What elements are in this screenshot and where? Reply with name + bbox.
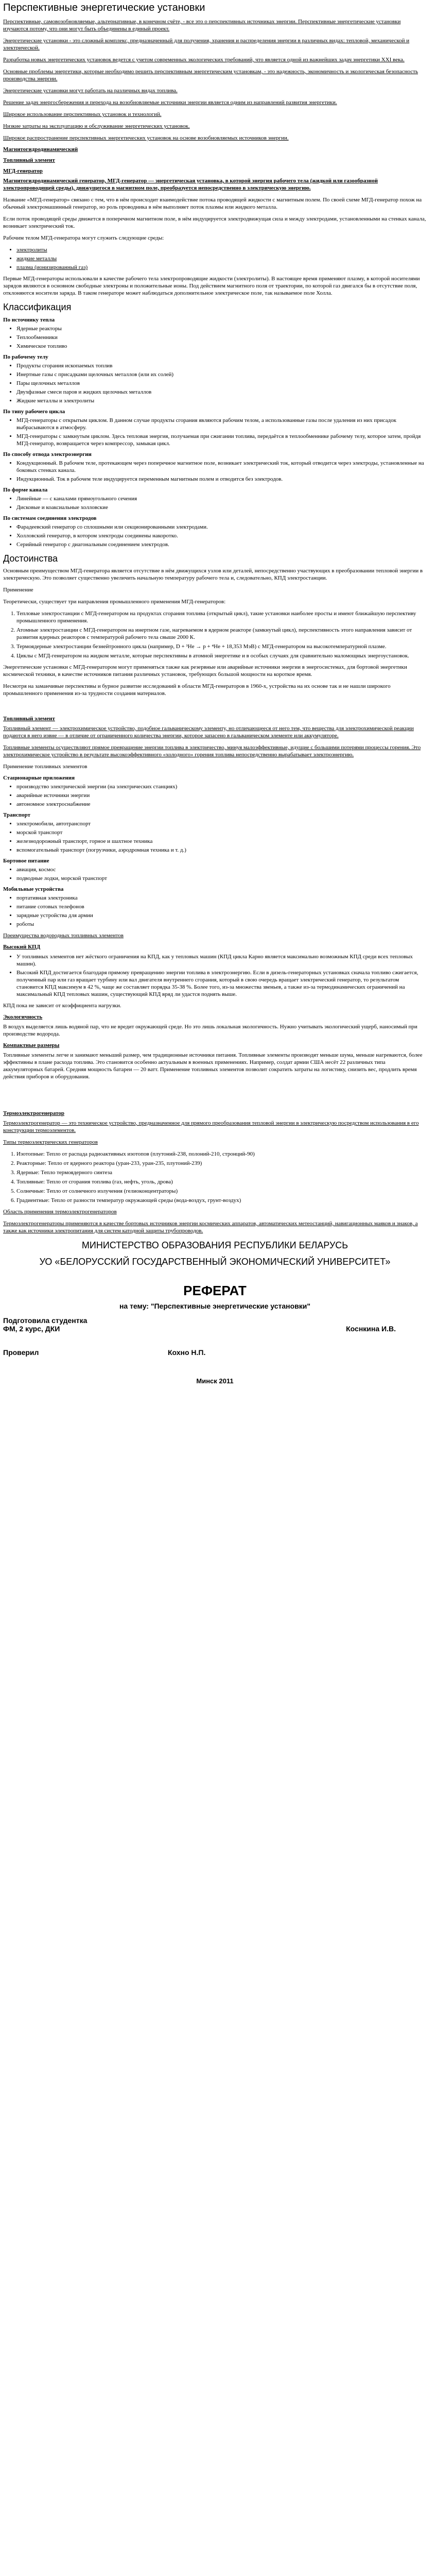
subsection-heading: Компактные размеры	[3, 1042, 60, 1048]
cover-page	[3, 1240, 427, 1385]
link[interactable]: электролиты	[16, 247, 47, 253]
group-title: По системам соединения электродов	[3, 515, 97, 521]
paragraph: КПД пока не зависит от коэффициента нагрузки.	[3, 1003, 121, 1009]
list-item: • Серийный генератор с диагональным соединением электродов.	[16, 541, 427, 548]
list-item: 3. Ядерные: Тепло термоядерного синтеза	[16, 1169, 427, 1176]
list-item: • морской транспорт	[16, 829, 427, 836]
section-heading: Топливный элемент	[3, 157, 55, 163]
list-item	[16, 264, 427, 271]
kpd-list	[3, 953, 427, 998]
applications-list	[3, 610, 427, 659]
group-title: Бортовое питание	[3, 858, 49, 864]
list-item: • роботы	[16, 921, 427, 928]
section-heading: Достоинства	[3, 553, 58, 564]
checked-label: Проверил	[3, 1348, 39, 1357]
thermo-types-list	[3, 1150, 427, 1204]
paragraph: Основным преимуществом МГД-генератора является отсутствие в нём движущихся узлов или деталей, непосредственно участвующих в преобразовании тепловой энергии в электрическую. Это позволяет существенно увеличить начальную температуру рабочего тела и, следовательно, КПД электростанции.	[3, 568, 423, 581]
list-item: • Линейные — с каналами прямоугольного сечения	[16, 495, 427, 502]
list-item: • Теплообменники	[16, 334, 427, 341]
link[interactable]: плазма (ионизированный газ)	[16, 264, 88, 270]
university-name: УО «БЕЛОРУССКИЙ ГОСУДАРСТВЕННЫЙ ЭКОНОМИЧЕСКИЙ УНИВЕРСИТЕТ»	[39, 1257, 391, 1267]
list-item: • Индукционный. Ток в рабочем теле индуцируется переменным магнитным полем и отводится без электродов.	[16, 476, 427, 483]
list-item: 2. Атомные электростанции с МГД-генератором на инертном газе, нагреваемом в ядерном реакторе (замкнутый цикл), перспективность этого направления зависит от развития ядерных реакторов с температурой рабочего тела свыше 2000 К.	[16, 626, 427, 641]
group-list	[3, 820, 427, 854]
intro-paragraph: Решение задач энергосбережения и перехода на возобновляемые источники энергии является одним из направлений развития энергетики.	[3, 99, 337, 106]
paragraph: Теоретически, существует три направления промышленного применения МГД-генераторов:	[3, 599, 226, 605]
list-item: • производство электрической энергии (на электрических станциях)	[16, 783, 427, 790]
document-title: Перспективные энергетические установки	[3, 2, 205, 13]
list-item: • питание сотовых телефонов	[16, 903, 427, 910]
paragraph: Применение	[3, 587, 33, 593]
list-item: • Пары щелочных металлов	[16, 380, 427, 387]
paragraph: Применение топливных элементов	[3, 764, 88, 770]
list-item: • авиация, космос	[16, 866, 427, 873]
paragraph: В воздух выделяется лишь водяной пар, что не вредит окружающей среде. Но это лишь локальная экологичность. Нужно учитывать экологический ущерб, наносимый при производстве водорода.	[3, 1024, 417, 1037]
subsection-heading: Типы термоэлектрических генераторов	[3, 1139, 98, 1145]
section-heading: Магнитогидродинамический	[3, 146, 78, 152]
list-item: 1. Изотопные: Тепло от распада радиоактивных изотопов (плутоний-238, полоний-210, стронций-90)	[16, 1150, 427, 1158]
list-item: 2. Реакторные: Тепло от ядерного реактора (уран-233, уран-235, плутоний-239)	[16, 1160, 427, 1167]
group-title: По рабочему телу	[3, 354, 48, 360]
student-group: ФМ, 2 курс, ДКИ	[3, 1325, 60, 1333]
list-item: • Двухфазные смеси паров и жидких щелочных металлов	[16, 388, 427, 396]
list-item: • автономное электроснабжение	[16, 801, 427, 808]
intro-paragraph: Широкое распространение перспективных энергетических установок на основе возобновляемых источников энергии.	[3, 135, 289, 141]
list-item: 5. Солнечные: Тепло от солнечного излучения (гелиоконцентраторы)	[16, 1188, 427, 1195]
list-item: • Химическое топливо	[16, 343, 427, 350]
list-item: • Высокий КПД достигается благодаря прямому превращению энергии топлива в электроэнергию. Если в дизель-генераторных установках сначала топливо сжигается, полученный пар или газ вращает турбину или вал двигателя внутреннего сгорания, который в свою очередь вращает электрический генератор, то результатом становится КПД максимум в 42 %, чаще же составляет порядка 35-38 %. Более того, из-за множества звеньев, а также из-за термодинамических ограничений на максимальный КПД тепловых машин, существующий КПД вряд ли удастся поднять выше.	[16, 969, 427, 998]
subsection-heading: Область применения термоэлектрогенераторов	[3, 1209, 117, 1215]
group-list	[3, 460, 427, 483]
group-title: Мобильные устройства	[3, 886, 64, 892]
intro-paragraph: Перспективные, самовозобновляемые, альтернативные, в конечном счёте, - все это о перспективных источниках энергии. Перспективные энергетические установки изучаются потому, что они могут быть объединены в единый проект.	[3, 19, 401, 32]
advantages-section	[3, 553, 427, 697]
ministry-name: МИНИСТЕРСТВО ОБРАЗОВАНИЯ РЕСПУБЛИКИ БЕЛАРУСЬ	[81, 1240, 348, 1250]
mgd-definition: Магнитогидродинамический генератор, МГД-генератор — энергетическая установка, в которой энергия рабочего тела (жидкой или газообразной электропроводящей среды), движущегося в магнитном поле, преобразуется непосредственно в электрическую энергию.	[3, 178, 378, 191]
intro-paragraph: Энергетические установки - это сложный комплекс, предназначенный для получения, хранения и распределения энергии в различных видах: тепловой, механической и электрической.	[3, 38, 410, 51]
section-subheading: МГД-генератор	[3, 168, 43, 174]
intro-paragraph: Основные проблемы энергетики, которые необходимо решить перспективным энергетическим установкам, - это надежность, экономичность и экологическая безопасность производства энергии.	[3, 69, 418, 82]
paragraph: Топливные элементы легче и занимают меньший размер, чем традиционные источники питания. Топливные элементы производят меньше шума, меньше нагреваются, более эффективны в плане расхода топлива. Это становится особенно актуальным в военных применениях. Например, солдат армии США несёт 22 различных типа аккумуляторных батарей. Средняя мощность батареи — 20 ватт. Применение топливных элементов позволит сократить затраты на логистику, снизить вес, продлить время действия приборов и оборудования.	[3, 1052, 423, 1080]
list-item: • Холловский генератор, в котором электроды соединены накоротко.	[16, 532, 427, 539]
classification-section	[3, 302, 427, 548]
group-title: По типу рабочего цикла	[3, 409, 65, 415]
document-type: РЕФЕРАТ	[183, 1283, 247, 1298]
list-item	[16, 246, 427, 253]
group-title: Транспорт	[3, 812, 30, 818]
section-heading: Классификация	[3, 302, 72, 312]
paragraph: Термоэлектрогенераторы применяются в качестве бортовых источников энергии космических аппаратов, автоматических метеостанций, навигационных маяков и знаков, а также как источники электропитания для систем катодной защиты трубопроводов.	[3, 1221, 418, 1234]
intro-paragraph: Энергетические установки могут работать на различных видах топлива.	[3, 88, 178, 94]
thermo-definition: Термоэлектрогенератор — это техническое устройство, предназначенное для прямого преобразования тепловой энергии в электрическую посредством использования в его конструкции термоэлементов.	[3, 1120, 419, 1133]
mgd-paragraph: Если поток проводящей среды движется в поперечном магнитном поле, в нём индуцируется электродвижущая сила и между электродами, установленными на стенках канала, возникает электрический ток.	[3, 216, 426, 229]
intro-paragraph: Разработка новых энергетических установок ведется с учетом современных экологических требований, что является одной из важнейших задач энергетики XXI века.	[3, 57, 405, 63]
list-item: • Инертные газы с присадками щелочных металлов (или их солей)	[16, 371, 427, 378]
mgd-section	[3, 146, 427, 297]
intro-paragraph: Широкое использование перспективных установок и технологий.	[3, 111, 162, 117]
group-list	[3, 495, 427, 511]
student-row	[3, 1325, 427, 1333]
paragraph: Топливные элементы осуществляют прямое превращение энергии топлива в электричество, минуя малоэффективные, идущие с большими потерями процессы горения. Это электрохимическое устройство в результате высокоэффективного «холодного» горения топлива непосредственно вырабатывает электроэнергию.	[3, 744, 421, 758]
section-heading: Топливный элемент	[3, 716, 55, 722]
paragraph: Несмотря на заманчивые перспективы и бурное развитие исследований в области МГД-генераторов в 1960-х, устройства на их основе так и не нашли широкого промышленного применения из-за трудности создания материалов.	[3, 683, 391, 697]
intro-paragraph: Низкие затраты на эксплуатацию и обслуживание энергетических установок.	[3, 123, 190, 129]
group-list	[3, 783, 427, 808]
list-item: • Дисковые и коаксиальные холловские	[16, 504, 427, 511]
group-list	[3, 325, 427, 350]
list-item: 4. Топливные: Тепло от сгорания топлива (газ, нефть, уголь, дрова)	[16, 1178, 427, 1185]
list-item: • МГД-генераторы с открытым циклом. В данном случае продукты сгорания являются рабочим телом, а использованные газы после удаления из них присадок выбрасываются в атмосферу.	[16, 417, 427, 431]
city-year: Минск 2011	[196, 1377, 234, 1385]
subsection-heading: Высокий КПД	[3, 944, 41, 950]
teacher-name: Кохно Н.П.	[168, 1348, 206, 1357]
list-item: • У топливных элементов нет жёсткого ограничения на КПД, как у тепловых машин (КПД цикла Карно является максимально возможным КПД среди всех тепловых машин).	[16, 953, 427, 968]
list-item: 4. Циклы с МГД-генератором на жидком металле, которые перспективны в атомной энергетике и в особых случаях для сравнительно маломощных энергоустановок.	[16, 652, 427, 659]
mgd-paragraph: Рабочим телом МГД-генератора могут служить следующие среды:	[3, 235, 164, 241]
list-item: 3. Термоядерные электростанции безнейтронного цикла (например, D + ³He → p + ⁴He + 18,353 МэВ) с МГД-генератором на высокотемпературной плазме.	[16, 643, 427, 650]
group-list	[3, 866, 427, 882]
group-list	[3, 417, 427, 447]
paragraph: Энергетические установки с МГД-генератором могут применяться также как резервные или аварийные источники энергии в энергосистемах, для бортовой энергетики космической техники, в качестве источников питания различных установок, требующих большой мощности на короткое время.	[3, 664, 407, 677]
list-item: 6. Градиентные: Тепло от разности температур окружающей среды (вода-воздух, грунт-воздух)	[16, 1197, 427, 1204]
thermo-section	[3, 1110, 427, 1234]
list-item: • Кондукционный. В рабочем теле, протекающем через поперечное магнитное поле, возникает электрический ток, который отводится через электроды, установленные на боковых стенках канала.	[16, 460, 427, 474]
mgd-types-list	[3, 246, 427, 271]
intro-section	[3, 18, 427, 142]
mgd-paragraph: Первые МГД-генераторы использовали в качестве рабочего тела электропроводящие жидкости (электролиты). В настоящее время применяют плазму, в которой носителями зарядов являются в основном свободные электроны и положительные ионы. Под действием магнитного поля от траектории, по которой газ двигался бы в отсутствие поля, отклоняются носители заряда. В таком генераторе может наблюдаться дополнительное электрическое поле, так называемое поле Холла.	[3, 276, 420, 296]
fuel-definition: Топливный элемент — электрохимическое устройство, подобное гальваническому элементу, но отличающееся от него тем, что вещества для электрохимической реакции подаются в него извне — в отличие от ограниченного количества энергии, которое запасено в гальваническом элементе или аккумуляторе.	[3, 725, 414, 739]
list-item: • Жидкие металлы и электролиты	[16, 397, 427, 404]
list-item: • портативная электроника	[16, 894, 427, 902]
list-item: • подводные лодки, морской транспорт	[16, 875, 427, 882]
subsection-heading: Преимущества водородных топливных элементов	[3, 933, 124, 939]
document-page	[0, 2, 430, 1385]
teacher-row	[3, 1348, 427, 1357]
list-item	[16, 255, 427, 262]
group-title: Стационарные приложения	[3, 775, 75, 781]
list-item: • МГД-генераторы с замкнутым циклом. Здесь тепловая энергия, получаемая при сжигании топлива, передаётся в теплообменнике рабочему телу, которое затем, пройдя МГД-генератор, возвращается через компрессор, замыкая цикл.	[16, 433, 427, 447]
list-item: • вспомогательный транспорт (погрузчики, аэродромная техника и т. д.)	[16, 846, 427, 854]
list-item: • железнодорожный транспорт, горное и шахтное техника	[16, 838, 427, 845]
mgd-paragraph: Название «МГД-генератор» связано с тем, что в нём происходит взаимодействие потока проводящей жидкости с магнитным полем. По своей схеме МГД-генератор похож на обычный электромашинный генератор, но роль проводника в нём выполняет поток плазмы или жидкого металла.	[3, 197, 422, 210]
group-title: По способу отвода электроэнергии	[3, 451, 92, 457]
group-list	[3, 523, 427, 548]
list-item: • Продукты сгорания ископаемых топлив	[16, 362, 427, 369]
fuel-cell-section	[3, 716, 427, 1080]
student-name: Коснкина И.В.	[346, 1325, 396, 1333]
list-item: • Фарадеевский генератор со сплошными или секционированными электродами.	[16, 523, 427, 531]
list-item: • Ядерные реакторы	[16, 325, 427, 332]
prepared-label: Подготовила студентка	[3, 1316, 88, 1325]
group-title: По источнику тепла	[3, 317, 55, 323]
subsection-heading: Экологичность	[3, 1014, 43, 1020]
document-topic: на тему: "Перспективные энергетические установки"	[119, 1302, 311, 1310]
group-title: По форме канала	[3, 487, 48, 493]
list-item: • электромобили, автотранспорт	[16, 820, 427, 827]
section-heading: Термоэлектрогенератор	[3, 1110, 64, 1116]
group-list	[3, 362, 427, 404]
link[interactable]: жидкие металлы	[16, 256, 57, 262]
list-item: • зарядные устройства для армии	[16, 912, 427, 919]
group-list	[3, 894, 427, 928]
list-item: 1. Тепловые электростанции с МГД-генератором на продуктах сгорания топлива (открытый цикл), такие установки наиболее просты и имеют ближайшую перспективу промышленного применения.	[16, 610, 427, 624]
list-item: • аварийные источники энергии	[16, 792, 427, 799]
